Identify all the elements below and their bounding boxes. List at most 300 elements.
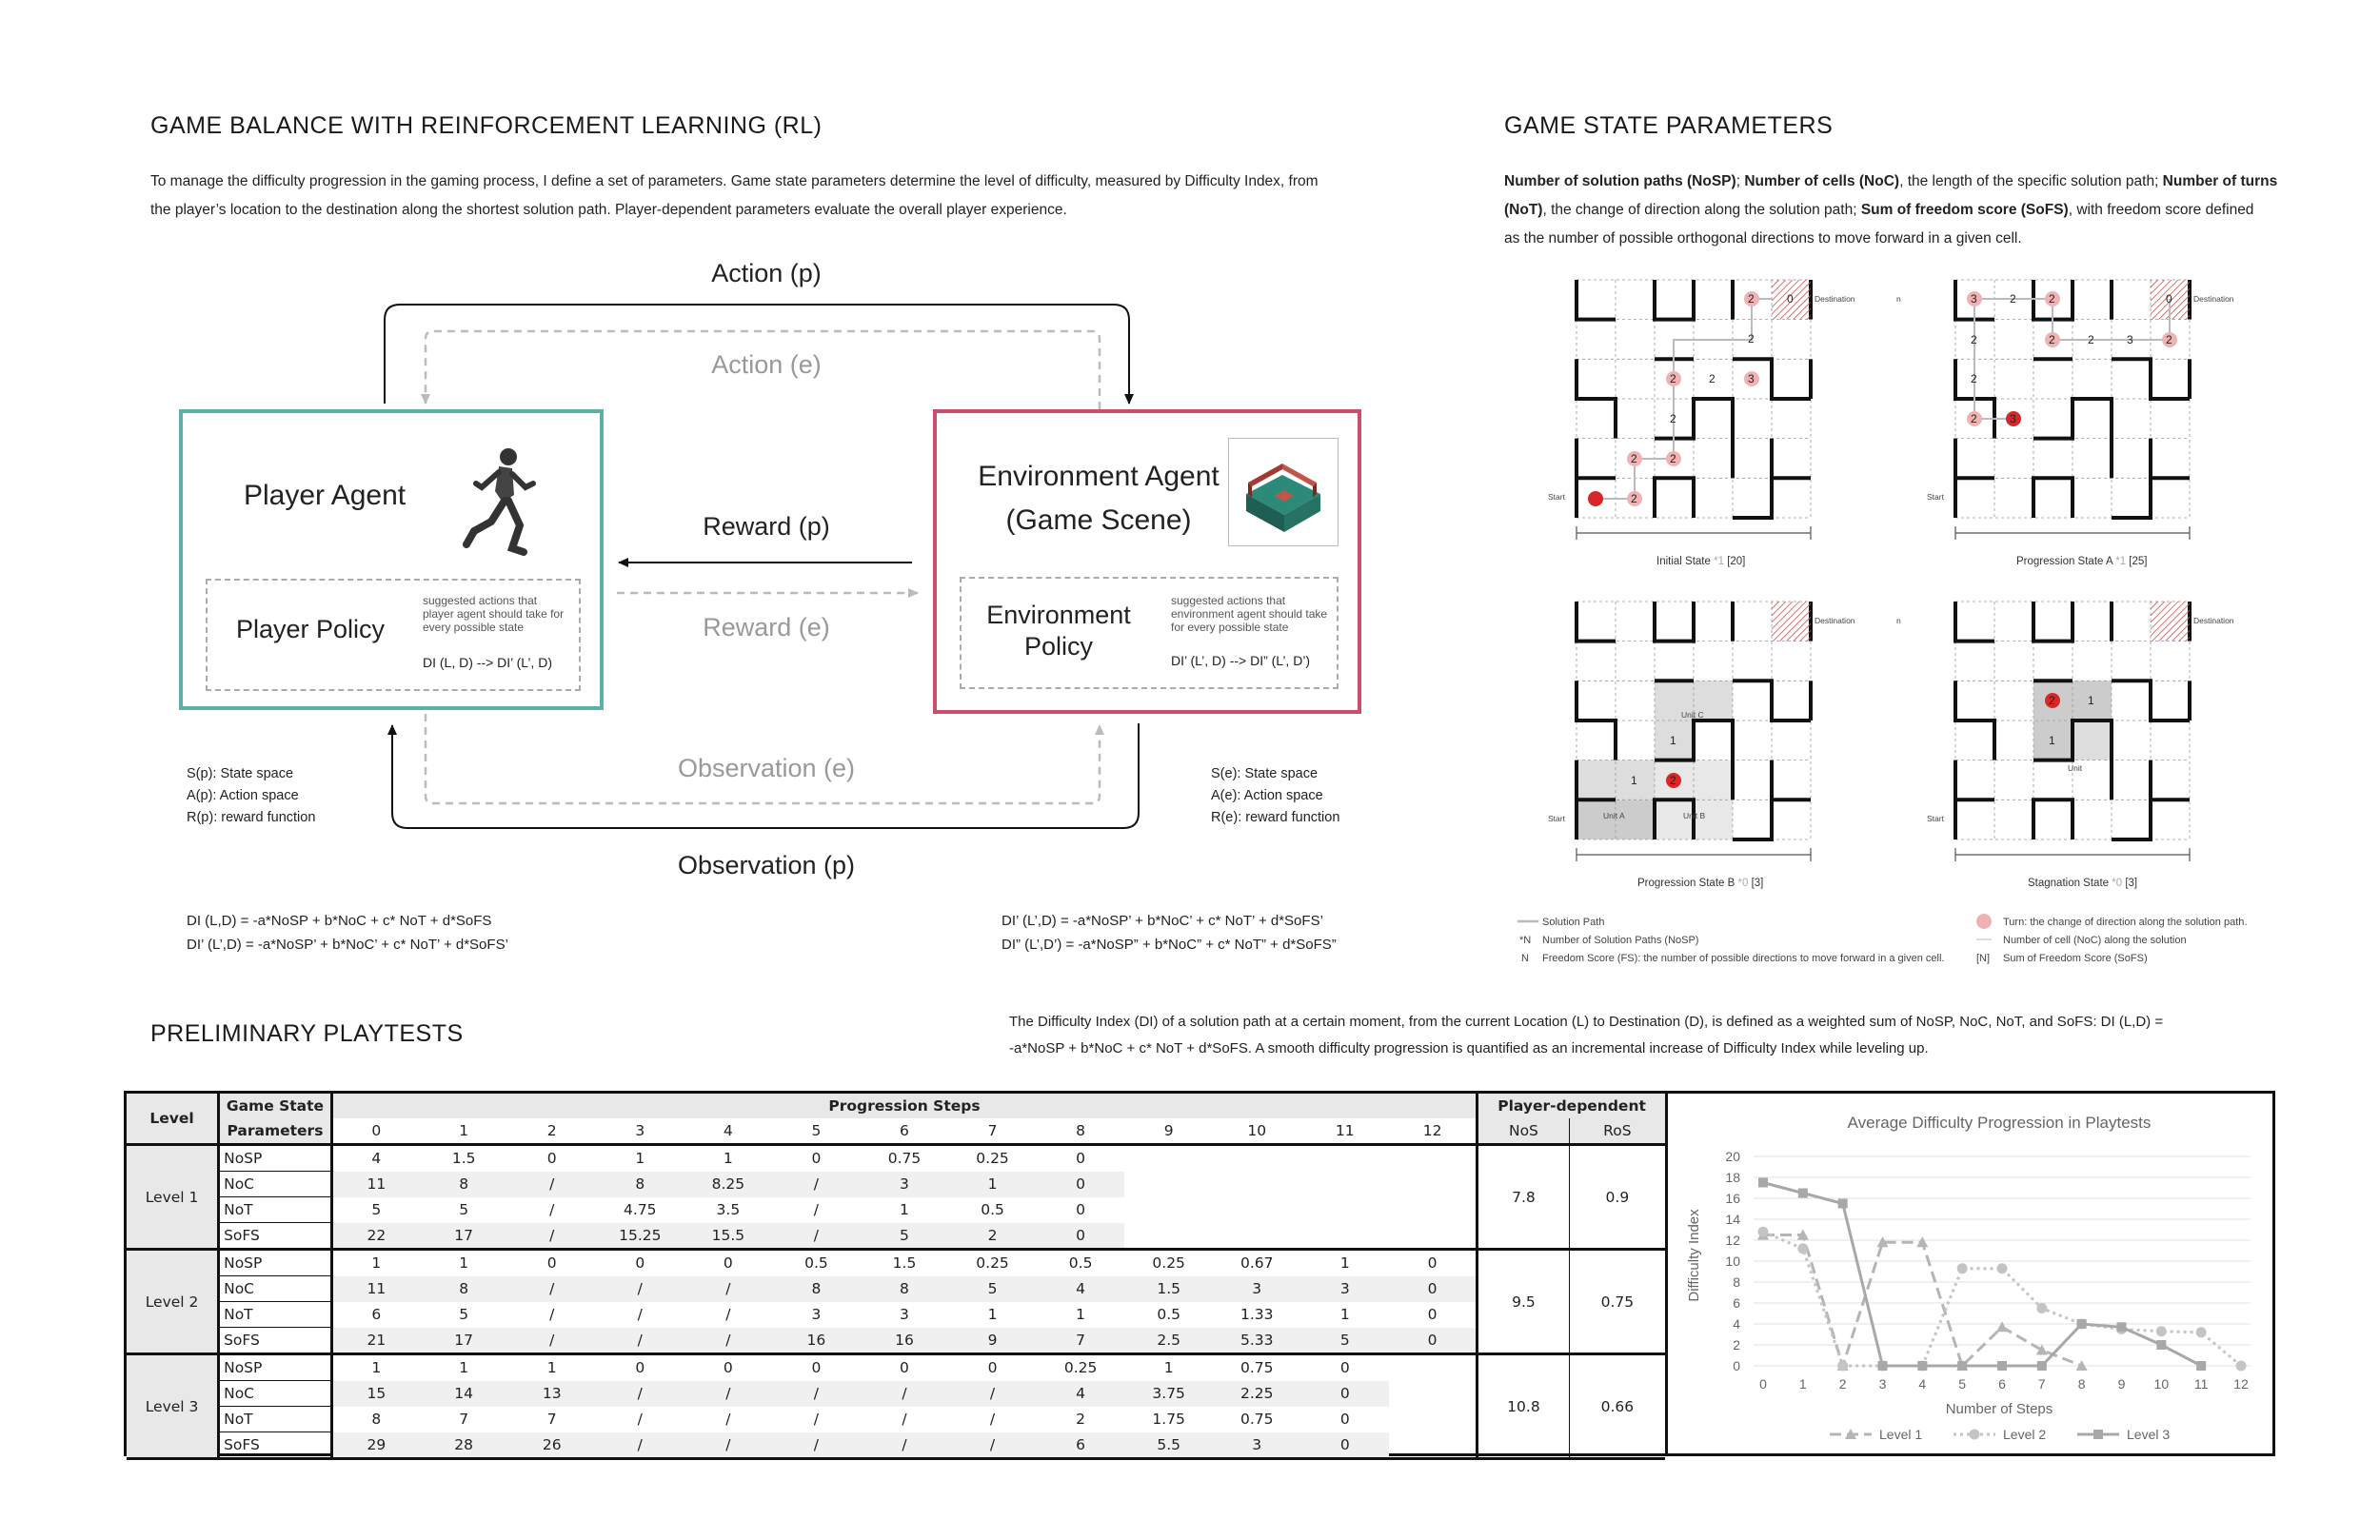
section-title-playtests: PRELIMINARY PLAYTESTS — [150, 1020, 464, 1047]
parameter-name: NoT — [219, 1407, 332, 1432]
chart-point — [1758, 1227, 1769, 1237]
chart-point — [1758, 1178, 1768, 1188]
chart-point — [1878, 1361, 1888, 1371]
table-cell: / — [725, 1411, 731, 1428]
chart-x-tick: 10 — [2153, 1376, 2170, 1392]
gsp-header-line-1: Game State — [219, 1094, 332, 1118]
table-cell: 1 — [1163, 1359, 1174, 1377]
chart-y-tick: 0 — [1733, 1358, 1740, 1373]
chart-x-tick: 5 — [1958, 1376, 1967, 1392]
svg-text:3: 3 — [1748, 372, 1755, 385]
chart-x-label: Number of Steps — [1945, 1401, 2053, 1417]
playtests-table — [127, 1094, 1665, 1460]
player-space-legend — [187, 763, 315, 829]
maze-states-figure — [1523, 267, 2247, 904]
chart-y-tick: 18 — [1725, 1170, 1740, 1185]
ros-value: 0.75 — [1569, 1250, 1665, 1354]
table-cell: / — [507, 1276, 596, 1302]
table-cell: 15.25 — [596, 1223, 684, 1250]
player-formulas — [187, 909, 508, 957]
player-legend-line: A(p): Action space — [187, 788, 299, 803]
svg-text:0: 0 — [2166, 292, 2172, 306]
table-cell: 0.75 — [1240, 1359, 1274, 1377]
table-cell: 5 — [948, 1276, 1037, 1302]
table-cell: 1 — [1339, 1306, 1350, 1323]
svg-text:2: 2 — [2010, 292, 2016, 306]
table-cell: 8 — [371, 1411, 382, 1428]
start-label: Start — [1927, 492, 1944, 502]
table-cell — [1301, 1223, 1390, 1250]
table-row — [127, 1381, 1665, 1407]
table-cell: 15 — [331, 1381, 420, 1407]
table-cell: 8 — [861, 1276, 949, 1302]
table-cell: / — [725, 1306, 731, 1323]
table-cell: 5 — [1301, 1328, 1390, 1354]
chart-x-tick: 12 — [2233, 1376, 2249, 1392]
legend-nosp-symbol: *N — [1519, 935, 1532, 946]
table-cell: 0 — [1389, 1328, 1478, 1354]
step-header: 12 — [1389, 1118, 1478, 1145]
chart-legend-label: Level 2 — [2003, 1427, 2047, 1442]
chart-point — [2036, 1303, 2047, 1313]
chart-y-tick: 10 — [1725, 1254, 1740, 1269]
chart-y-tick: 6 — [1733, 1295, 1740, 1311]
player-legend-line: R(p): reward function — [187, 810, 316, 825]
player-policy-note: suggested actions that player agent should take for every possible state — [423, 594, 565, 634]
gsp-text: , with freedom score defined — [2068, 202, 2254, 218]
player-policy-title: Player Policy — [236, 615, 386, 643]
table-cell — [1124, 1197, 1213, 1223]
table-cell: 3 — [900, 1306, 909, 1323]
di-line-2: -a*NoSP + b*NoC + c* NoT + d*SoFS. A smooth difficulty progression is quantified as an incremental increase of Difficulty Index while leveling up. — [1009, 1040, 1929, 1056]
table-cell: 0 — [1037, 1223, 1125, 1250]
environment-policy-note: suggested actions that environment agent should take for every possible state — [1171, 594, 1328, 634]
table-cell: 28 — [420, 1432, 508, 1459]
table-cell: / — [596, 1381, 684, 1407]
table-cell: 0.75 — [1240, 1411, 1274, 1428]
n-label: n — [1896, 616, 1901, 625]
chart-x-tick: 9 — [2117, 1376, 2126, 1392]
environment-agent-box — [933, 409, 1361, 714]
action-p-label: Action (p) — [711, 259, 822, 287]
table-cell: 9 — [948, 1328, 1037, 1354]
formula-line: DI’ (L’,D) = -a*NoSP’ + b*NoC’ + c* NoT’ + d*SoFS’ — [187, 937, 508, 953]
chart-point — [1797, 1243, 1808, 1254]
table-cell — [1124, 1223, 1213, 1250]
chart-series-line — [1763, 1235, 2082, 1367]
chart-point — [2036, 1345, 2048, 1355]
parameter-name: SoFS — [219, 1432, 332, 1459]
table-cell — [1213, 1223, 1301, 1250]
table-cell: 4.75 — [624, 1201, 657, 1218]
table-cell: 1 — [635, 1150, 645, 1168]
table-cell: 1 — [459, 1359, 469, 1377]
table-cell: 8.25 — [684, 1172, 773, 1197]
table-cell: 5 — [371, 1201, 382, 1218]
chart-x-tick: 1 — [1798, 1376, 1807, 1392]
nos-header: NoS — [1478, 1118, 1570, 1145]
table-cell: / — [772, 1381, 861, 1407]
step-header: 10 — [1213, 1118, 1301, 1145]
svg-text:1: 1 — [2049, 734, 2055, 747]
chart-x-tick: 7 — [2037, 1376, 2046, 1392]
parameter-name: SoFS — [219, 1223, 332, 1250]
table-cell: 1 — [987, 1306, 998, 1323]
chart-point — [2077, 1319, 2087, 1329]
table-cell: 1 — [723, 1150, 733, 1168]
table-cell: 7 — [546, 1411, 557, 1428]
table-cell: 16 — [861, 1328, 949, 1354]
level-name: Level 1 — [127, 1145, 219, 1250]
table-cell: / — [507, 1328, 596, 1354]
svg-text:2: 2 — [1748, 292, 1755, 306]
parameter-name: NoT — [219, 1302, 332, 1328]
environment-agent-title-line-1: Environment Agent — [978, 461, 1220, 492]
table-cell — [1301, 1145, 1390, 1172]
formula-line: DI” (L’,D’) = -a*NoSP” + b*NoC” + c* NoT” + d*SoFS” — [1002, 937, 1337, 953]
table-cell: 0 — [723, 1254, 733, 1273]
chart-point — [2037, 1361, 2047, 1371]
table-cell: 0 — [900, 1359, 909, 1377]
table-cell: 1 — [1076, 1306, 1086, 1323]
table-cell: 0.25 — [1063, 1359, 1098, 1377]
step-header: 2 — [507, 1118, 596, 1145]
gsp-line-1 — [1504, 168, 2342, 196]
gsp-line-3: as the number of possible orthogonal directions to move forward in a given cell. — [1504, 230, 2022, 247]
table-row — [127, 1328, 1665, 1354]
table-cell — [1213, 1145, 1301, 1172]
table-cell: 0 — [1301, 1381, 1390, 1407]
table-row — [127, 1276, 1665, 1302]
table-cell: / — [772, 1223, 861, 1250]
parameter-name: NoSP — [219, 1250, 332, 1276]
difficulty-index-paragraph — [1009, 1009, 2361, 1062]
table-cell: / — [507, 1172, 596, 1197]
table-cell: 3.5 — [716, 1201, 741, 1218]
table-cell: 0.5 — [1157, 1306, 1180, 1323]
difficulty-progression-chart — [1668, 1094, 2273, 1453]
player-agent-title: Player Agent — [244, 480, 407, 511]
table-cell: / — [902, 1411, 907, 1428]
table-cell: 5.5 — [1124, 1432, 1213, 1459]
di-line-1: The Difficulty Index (DI) of a solution path at a certain moment, from the current Location (L) to Destination (D), is defined as a weighted sum of NoSP, NoC, NoT, and SoFS: DI (L,D) = — [1009, 1014, 2164, 1030]
start-label: Start — [1548, 814, 1565, 823]
table-cell: / — [861, 1381, 949, 1407]
svg-text:2: 2 — [1748, 332, 1755, 346]
table-cell: / — [596, 1432, 684, 1459]
table-cell: / — [989, 1411, 996, 1428]
chart-y-tick: 20 — [1725, 1149, 1740, 1164]
table-cell — [1389, 1145, 1478, 1172]
parameter-name: NoC — [219, 1381, 332, 1407]
table-cell — [1389, 1432, 1478, 1459]
table-cell: / — [637, 1306, 643, 1323]
playtests-panel — [124, 1091, 2275, 1456]
environment-policy-title-line-1: Environment — [986, 601, 1131, 629]
legend-turn: Turn: the change of direction along the solution path. — [2003, 917, 2248, 928]
table-cell: 2 — [948, 1223, 1037, 1250]
nos-value: 9.5 — [1478, 1250, 1570, 1354]
legend-sofs: Sum of Freedom Score (SoFS) — [2003, 953, 2148, 964]
chart-point — [1916, 1236, 1928, 1247]
environment-agent-title — [956, 455, 1241, 543]
table-row — [127, 1223, 1665, 1250]
table-cell: 3 — [1213, 1432, 1301, 1459]
table-cell — [1213, 1197, 1301, 1223]
chart-x-tick: 0 — [1759, 1376, 1767, 1392]
legend-sofs-symbol: [N] — [1976, 953, 1991, 964]
unit-c-label: Unit C — [1681, 710, 1704, 720]
table-cell: 29 — [331, 1432, 420, 1459]
unit-label: Unit — [2068, 763, 2083, 773]
table-cell: 2 — [1076, 1411, 1086, 1428]
table-cell — [1213, 1172, 1301, 1197]
table-row — [127, 1407, 1665, 1432]
player-agent-box — [179, 409, 604, 710]
chart-point — [2156, 1326, 2167, 1336]
environment-policy-box — [960, 577, 1339, 689]
table-cell: 8 — [596, 1172, 684, 1197]
step-header: 7 — [948, 1118, 1037, 1145]
chart-legend-marker — [1970, 1430, 1980, 1440]
table-cell: 0 — [1389, 1302, 1478, 1328]
table-cell: 0.5 — [1068, 1254, 1093, 1273]
table-cell: 5 — [459, 1306, 469, 1323]
table-cell: 1 — [900, 1201, 909, 1218]
environment-agent-title-line-2: (Game Scene) — [1005, 504, 1192, 536]
gsp-text: , the change of direction along the solution path; — [1542, 202, 1861, 218]
table-cell: 1.75 — [1152, 1411, 1185, 1428]
gsp-header-line-2: Parameters — [219, 1118, 332, 1145]
table-cell: 3.75 — [1124, 1381, 1213, 1407]
environment-formulas — [1002, 909, 1337, 957]
svg-text:1: 1 — [1631, 774, 1637, 787]
unit-a-label: Unit A — [1603, 811, 1625, 820]
step-header: 1 — [420, 1118, 508, 1145]
svg-text:2: 2 — [2049, 292, 2055, 306]
chart-y-tick: 14 — [1725, 1212, 1740, 1227]
table-cell: 0 — [635, 1254, 645, 1273]
table-cell: 0.5 — [804, 1254, 828, 1273]
player-policy-box — [206, 579, 581, 691]
legend-fs-symbol: N — [1521, 953, 1529, 964]
parameter-name: NoC — [219, 1172, 332, 1197]
chart-y-tick: 8 — [1733, 1274, 1740, 1290]
environment-policy-title-line-2: Policy — [1023, 632, 1094, 661]
table-cell: 5.33 — [1213, 1328, 1301, 1354]
parameter-name: NoT — [219, 1197, 332, 1223]
table-cell: 26 — [507, 1432, 596, 1459]
svg-text:2: 2 — [2049, 333, 2055, 346]
svg-text:2: 2 — [1631, 452, 1637, 465]
chart-point — [1957, 1361, 1967, 1371]
table-cell: 5 — [861, 1223, 949, 1250]
maze-progression-a — [1955, 280, 2190, 540]
table-cell: / — [549, 1201, 555, 1218]
gsp-term: (NoT) — [1504, 202, 1543, 218]
table-cell: 15.5 — [684, 1223, 773, 1250]
svg-text:2: 2 — [1971, 372, 1977, 385]
n-label: n — [1896, 294, 1901, 304]
svg-text:2: 2 — [1971, 333, 1977, 346]
table-row — [127, 1197, 1665, 1223]
table-cell: 21 — [331, 1328, 420, 1354]
table-cell: / — [637, 1411, 643, 1428]
destination-label: Destination — [2193, 294, 2234, 304]
chart-legend-label: Level 3 — [2127, 1427, 2171, 1442]
table-row — [127, 1145, 1665, 1172]
table-cell: 0 — [635, 1359, 645, 1377]
destination-label: Destination — [2193, 616, 2234, 625]
nos-value: 10.8 — [1478, 1354, 1570, 1459]
gsp-term: Sum of freedom score (SoFS) — [1860, 202, 2069, 218]
section-title-game-state: GAME STATE PARAMETERS — [1504, 112, 1834, 139]
table-cell: 0.67 — [1240, 1254, 1274, 1273]
table-cell: 2.5 — [1124, 1328, 1213, 1354]
level-name: Level 2 — [127, 1250, 219, 1354]
step-header: 5 — [772, 1118, 861, 1145]
table-cell: 0 — [1339, 1359, 1350, 1377]
reward-p-label: Reward (p) — [703, 512, 830, 541]
table-cell: 11 — [331, 1172, 420, 1197]
table-cell: / — [948, 1432, 1037, 1459]
table-cell: 3 — [1213, 1276, 1301, 1302]
svg-text:3: 3 — [1971, 292, 1977, 306]
chart-x-tick: 3 — [1878, 1376, 1887, 1392]
chart-y-tick: 2 — [1733, 1337, 1740, 1352]
svg-text:1: 1 — [1670, 734, 1676, 747]
table-cell — [1389, 1354, 1478, 1381]
maze-legend — [1514, 910, 2294, 967]
table-cell: 14 — [420, 1381, 508, 1407]
chart-point — [1837, 1361, 1848, 1372]
table-cell: 4 — [1037, 1276, 1125, 1302]
game-state-paragraph — [1504, 168, 2342, 253]
chart-x-tick: 8 — [2077, 1376, 2086, 1392]
table-cell: 0.25 — [1152, 1254, 1185, 1273]
game-scene-block-icon — [1229, 439, 1337, 544]
intro-line-2: the player’s location to the destination along the shortest solution path. Player-dependent parameters evaluate the overall player experience. — [150, 202, 1067, 218]
table-row — [127, 1354, 1665, 1381]
table-cell: 6 — [371, 1306, 382, 1323]
step-header: 0 — [331, 1118, 420, 1145]
step-header: 11 — [1301, 1118, 1390, 1145]
table-cell: 0 — [1389, 1250, 1478, 1276]
table-cell — [1389, 1197, 1478, 1223]
environment-policy-formula: DI’ (L’, D) --> DI” (L’, D’) — [1171, 653, 1311, 668]
environment-space-legend — [1211, 763, 1339, 829]
svg-text:2: 2 — [1709, 372, 1716, 385]
ros-header: RoS — [1569, 1118, 1665, 1145]
table-cell: 1 — [459, 1254, 469, 1273]
chart-x-tick: 4 — [1918, 1376, 1927, 1392]
svg-text:2: 2 — [1670, 452, 1676, 465]
start-label: Start — [1927, 814, 1944, 823]
ros-value: 0.9 — [1569, 1145, 1665, 1250]
svg-text:2: 2 — [1670, 372, 1676, 385]
level-name: Level 3 — [127, 1354, 219, 1459]
table-cell: 3 — [1301, 1276, 1390, 1302]
step-header: 4 — [684, 1118, 773, 1145]
chart-point — [1997, 1263, 2008, 1273]
table-cell: 11 — [331, 1276, 420, 1302]
table-cell — [1389, 1172, 1478, 1197]
chart-point — [2117, 1322, 2127, 1332]
table-cell: 0.75 — [887, 1150, 922, 1168]
player-policy-formula: DI (L, D) --> DI’ (L’, D) — [423, 655, 552, 670]
table-cell: 1.5 — [1124, 1276, 1213, 1302]
chart-series-3 — [1758, 1178, 2206, 1372]
svg-text:2: 2 — [1631, 492, 1637, 505]
table-cell: 0 — [1037, 1172, 1125, 1197]
table-cell: 7 — [1037, 1328, 1125, 1354]
table-cell: 4 — [1037, 1381, 1125, 1407]
chart-point — [2236, 1361, 2247, 1372]
game-scene-thumbnail — [1228, 438, 1339, 546]
chart-legend-marker — [2093, 1430, 2103, 1439]
table-cell: 1 — [948, 1172, 1037, 1197]
table-cell — [1389, 1223, 1478, 1250]
chart-x-tick: 11 — [2193, 1376, 2209, 1392]
table-cell — [1124, 1172, 1213, 1197]
gsp-text: , the length of the specific solution path; — [1899, 173, 2163, 189]
chart-point — [1996, 1321, 2008, 1332]
table-cell: 0 — [546, 1254, 557, 1273]
chart-point — [1917, 1361, 1927, 1371]
formula-line: DI (L,D) = -a*NoSP + b*NoC + c* NoT + d*SoFS — [187, 913, 492, 929]
svg-text:2: 2 — [1670, 774, 1676, 787]
step-header: 6 — [861, 1118, 949, 1145]
start-label: Start — [1548, 492, 1565, 502]
table-cell: 2.25 — [1213, 1381, 1301, 1407]
chart-point — [2196, 1361, 2206, 1371]
table-cell: 8 — [420, 1172, 508, 1197]
player-dependent-header: Player-dependent — [1497, 1097, 1646, 1115]
level-header: Level — [127, 1094, 219, 1145]
maze-caption: Progression State B *0 [3] — [1637, 878, 1764, 889]
progression-steps-header: Progression Steps — [331, 1094, 1477, 1118]
table-cell: / — [684, 1432, 773, 1459]
observation-p-label: Observation (p) — [677, 851, 856, 879]
section-title-game-balance: GAME BALANCE WITH REINFORCEMENT LEARNING (RL) — [150, 112, 823, 139]
table-cell: 0 — [546, 1150, 557, 1168]
table-cell: 1 — [371, 1254, 382, 1273]
difficulty-chart-panel — [1665, 1094, 2275, 1453]
table-cell: 0 — [1339, 1411, 1350, 1428]
table-cell: 1.33 — [1240, 1306, 1274, 1323]
table-cell: 0 — [811, 1150, 822, 1168]
table-cell: / — [948, 1381, 1037, 1407]
table-cell: 1 — [546, 1359, 557, 1377]
table-cell: 1.5 — [892, 1254, 917, 1273]
svg-text:3: 3 — [2127, 333, 2133, 346]
maze-progression-b — [1577, 602, 1811, 861]
table-cell: 0 — [1076, 1150, 1086, 1168]
chart-point — [2196, 1327, 2207, 1337]
table-cell: 8 — [420, 1276, 508, 1302]
table-cell: 13 — [507, 1381, 596, 1407]
maze-caption: Initial State *1 [20] — [1656, 556, 1746, 567]
table-cell — [1389, 1381, 1478, 1407]
table-cell: 22 — [331, 1223, 420, 1250]
svg-text:3: 3 — [2010, 412, 2016, 425]
table-cell: / — [684, 1328, 773, 1354]
chart-legend-label: Level 1 — [1879, 1427, 1923, 1442]
chart-point — [1957, 1263, 1968, 1273]
svg-text:2: 2 — [2049, 694, 2055, 707]
table-cell: 0.5 — [981, 1201, 1004, 1218]
table-cell: / — [596, 1328, 684, 1354]
